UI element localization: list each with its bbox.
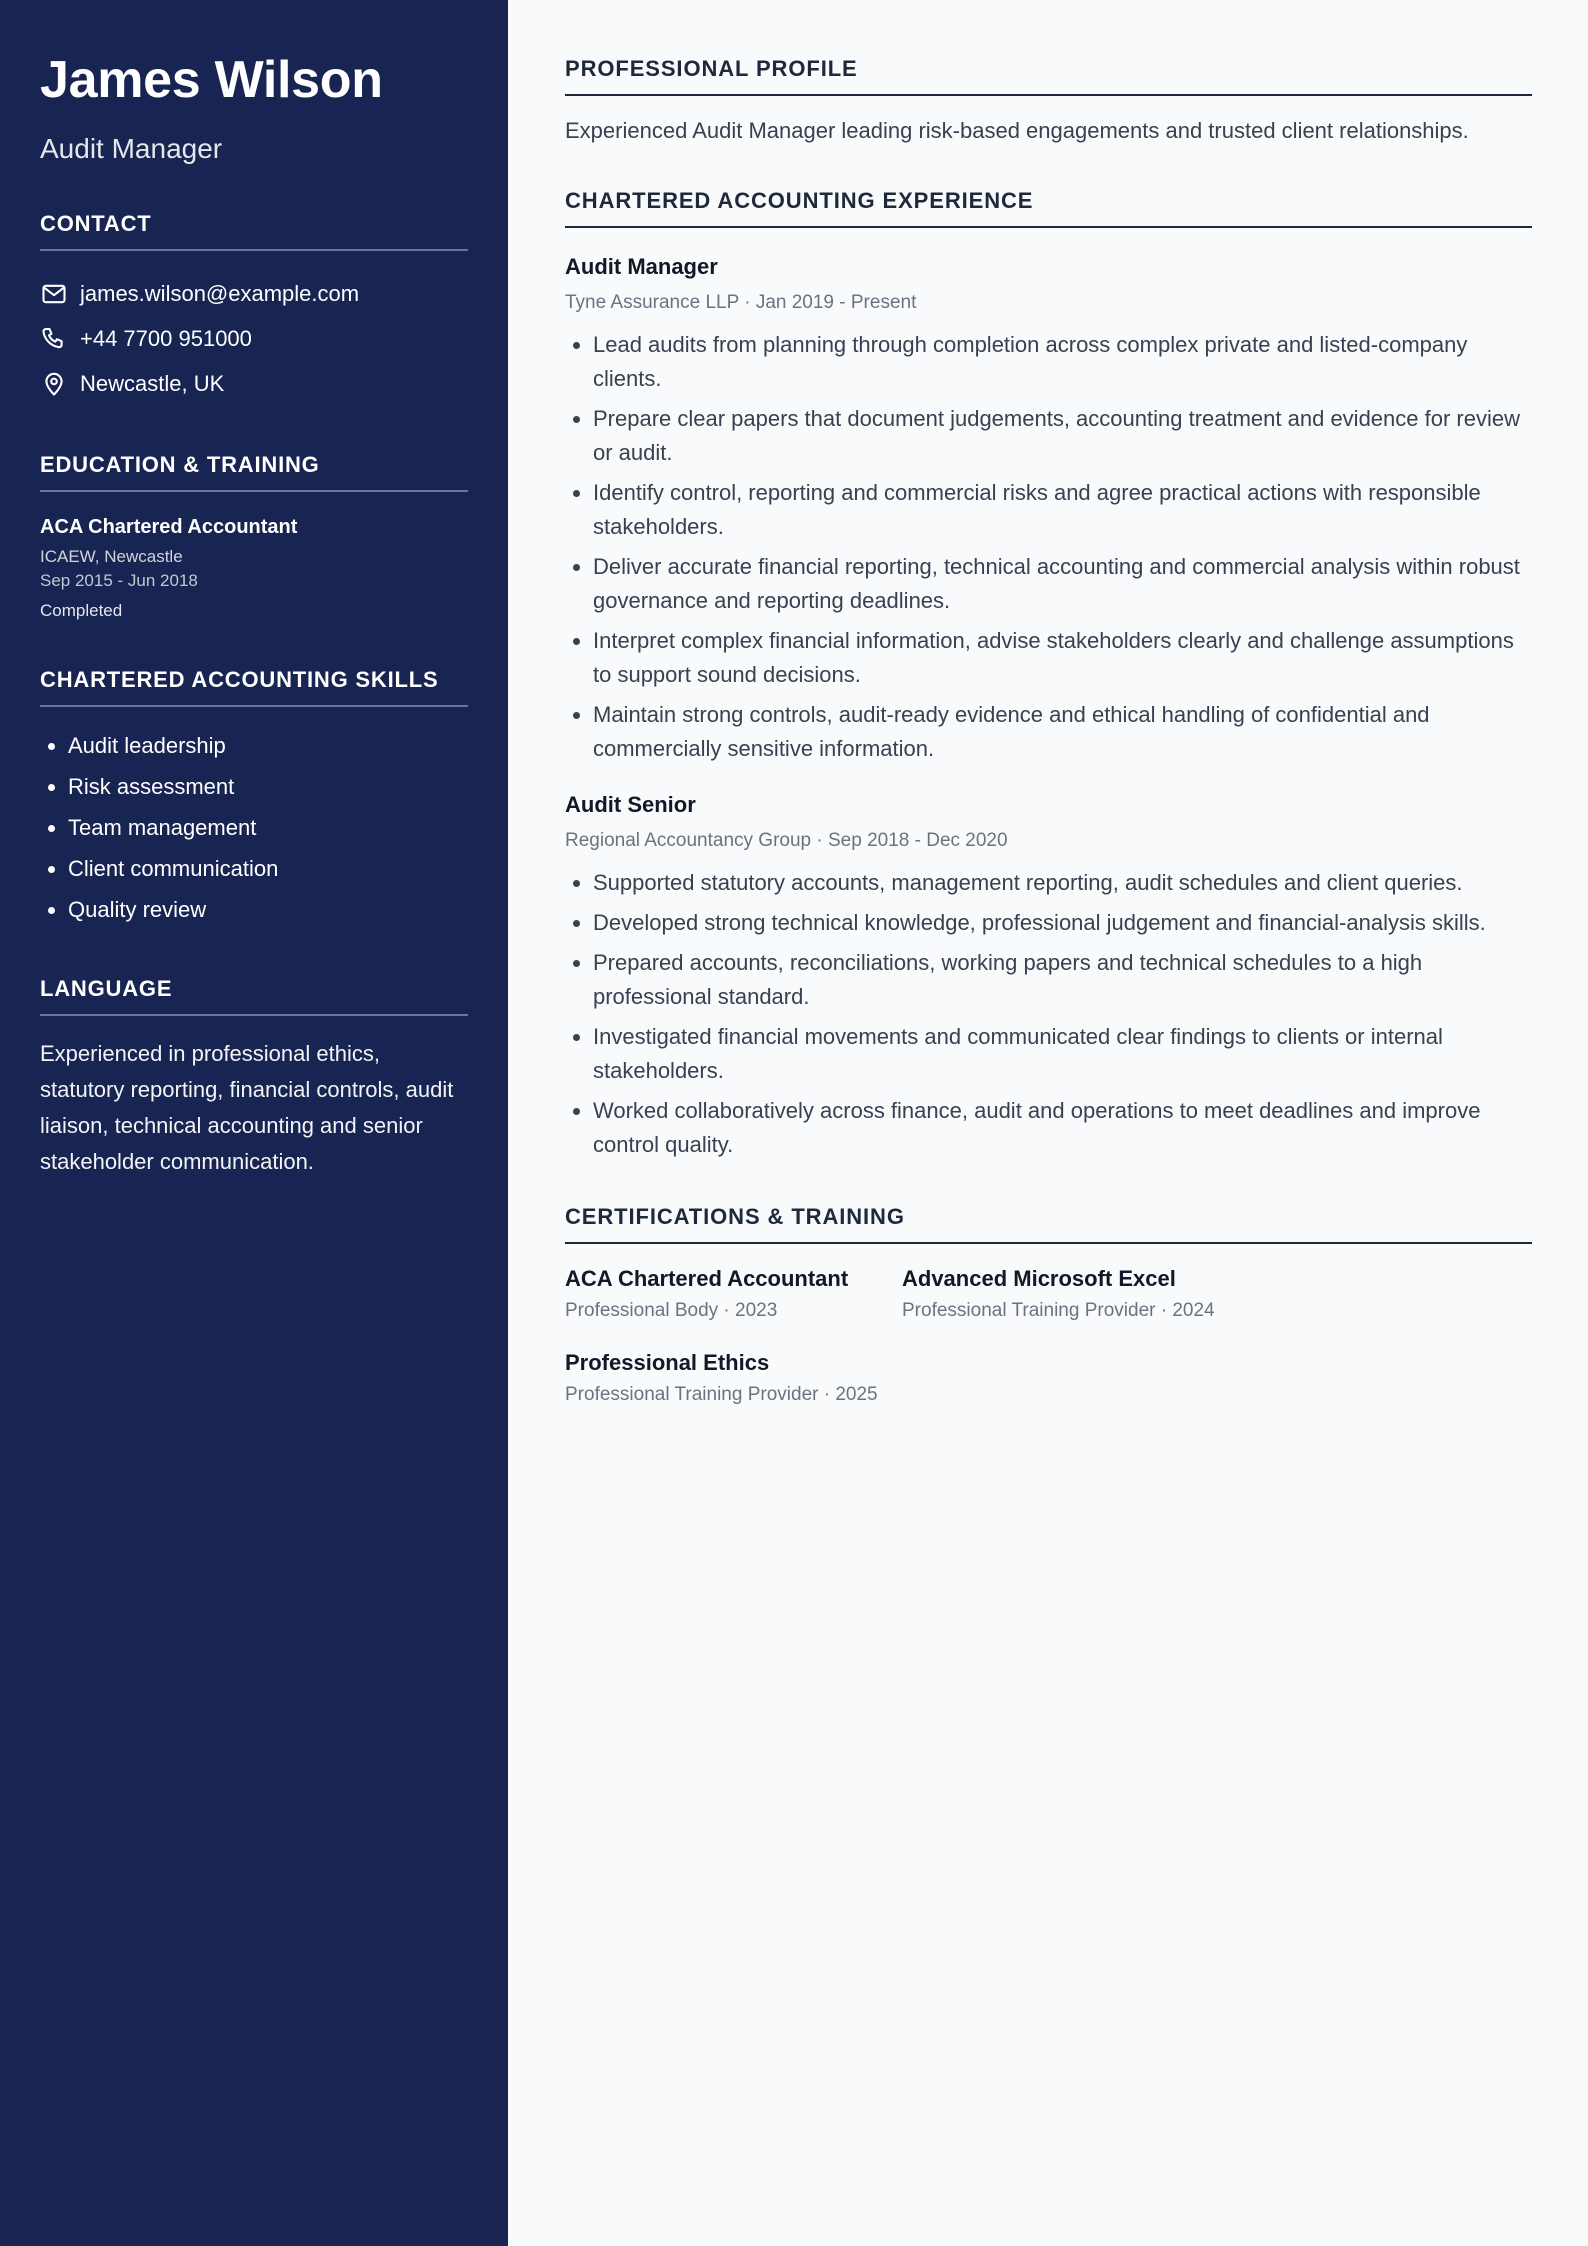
job-bullet: • Prepare clear papers that document judgements, accounting treatment and evidence for review or audit. bbox=[593, 402, 1532, 470]
education-dates: Sep 2015 - Jun 2018 bbox=[40, 571, 198, 591]
job-bullet: • Lead audits from planning through completion across complex private and listed-company clients. bbox=[593, 328, 1532, 396]
skill-item: • Risk assessment bbox=[68, 766, 468, 807]
job-bullet: • Developed strong technical knowledge, professional judgement and financial-analysis skills. bbox=[593, 906, 1532, 940]
experience-section bbox=[565, 188, 1532, 1162]
job-entry bbox=[565, 792, 1532, 1162]
language-section bbox=[40, 976, 468, 1180]
job-role: Audit Manager bbox=[565, 254, 718, 279]
certification-meta: Professional Training Provider · 2025 bbox=[565, 1384, 878, 1405]
skills-heading: CHARTERED ACCOUNTING SKILLS bbox=[40, 667, 468, 707]
contact-section bbox=[40, 211, 468, 406]
contact-email-text: james.wilson@example.com bbox=[80, 280, 360, 306]
contact-phone-text: +44 7700 951000 bbox=[80, 325, 252, 351]
job-bullet: • Maintain strong controls, audit-ready evidence and ethical handling of confidential and commercially sensitive information. bbox=[593, 698, 1532, 766]
skill-item: • Audit leadership bbox=[68, 725, 468, 766]
job-bullet: • Worked collaboratively across finance, audit and operations to meet deadlines and improve control quality. bbox=[593, 1094, 1532, 1162]
job-bullet: • Deliver accurate financial reporting, technical accounting and commercial analysis within robust governance and reporting deadlines. bbox=[593, 550, 1532, 618]
job-role: Audit Senior bbox=[565, 792, 696, 817]
certification-item bbox=[902, 1266, 1239, 1322]
education-heading: EDUCATION & TRAINING bbox=[40, 452, 468, 492]
education-section bbox=[40, 452, 468, 621]
skills-list bbox=[40, 725, 468, 930]
job-bullet: • Investigated financial movements and communicated clear findings to clients or internal stakeholders. bbox=[593, 1020, 1532, 1088]
job-entry bbox=[565, 254, 1532, 766]
education-status: Completed bbox=[40, 601, 123, 621]
contact-location-text: Newcastle, UK bbox=[80, 370, 225, 396]
contact-email[interactable] bbox=[40, 271, 468, 316]
job-bullets bbox=[565, 328, 1532, 766]
certification-name: ACA Chartered Accountant bbox=[565, 1266, 849, 1291]
education-institution: ICAEW, Newcastle bbox=[40, 547, 183, 567]
profile-section bbox=[565, 56, 1532, 146]
main-content bbox=[508, 0, 1588, 2246]
job-bullet: • Prepared accounts, reconciliations, working papers and technical schedules to a high professional standard. bbox=[593, 946, 1532, 1014]
certification-meta: Professional Training Provider · 2024 bbox=[902, 1300, 1215, 1321]
job-bullet: • Supported statutory accounts, management reporting, audit schedules and client queries. bbox=[593, 866, 1532, 900]
candidate-name: James Wilson bbox=[40, 51, 383, 109]
profile-text: Experienced Audit Manager leading risk-based engagements and trusted client relationships. bbox=[565, 118, 1469, 143]
skill-item: • Quality review bbox=[68, 889, 468, 930]
phone-icon bbox=[40, 325, 68, 353]
skill-item: • Client communication bbox=[68, 848, 468, 889]
certification-meta: Professional Body · 2023 bbox=[565, 1300, 778, 1321]
job-bullets bbox=[565, 866, 1532, 1162]
map-pin-icon bbox=[40, 370, 68, 398]
certification-name: Advanced Microsoft Excel bbox=[902, 1266, 1176, 1291]
certifications-section bbox=[565, 1204, 1532, 1434]
contact-phone[interactable] bbox=[40, 316, 468, 361]
education-title: ACA Chartered Accountant bbox=[40, 516, 298, 539]
job-bullet: • Interpret complex financial information, advise stakeholders clearly and challenge assumptions to support sound decisions. bbox=[593, 624, 1532, 692]
job-meta: Tyne Assurance LLP · Jan 2019 - Present bbox=[565, 292, 917, 313]
envelope-icon bbox=[40, 280, 68, 308]
certifications-heading: CERTIFICATIONS & TRAINING bbox=[565, 1204, 1532, 1244]
job-bullet: • Identify control, reporting and commercial risks and agree practical actions with responsible stakeholders. bbox=[593, 476, 1532, 544]
job-meta: Regional Accountancy Group · Sep 2018 - Dec 2020 bbox=[565, 830, 1008, 851]
language-heading: LANGUAGE bbox=[40, 976, 468, 1016]
language-text: Experienced in professional ethics, statutory reporting, financial controls, audit liaison, technical accounting and senior stakeholder communication. bbox=[40, 1041, 454, 1175]
sidebar bbox=[0, 0, 508, 2246]
profile-heading: PROFESSIONAL PROFILE bbox=[565, 56, 1532, 96]
certification-item bbox=[565, 1266, 902, 1322]
certification-name: Professional Ethics bbox=[565, 1350, 770, 1375]
contact-heading: CONTACT bbox=[40, 211, 468, 251]
candidate-title: Audit Manager bbox=[40, 133, 223, 165]
experience-heading: CHARTERED ACCOUNTING EXPERIENCE bbox=[565, 188, 1532, 228]
skills-section bbox=[40, 667, 468, 930]
certifications-grid bbox=[565, 1266, 1532, 1434]
contact-list bbox=[40, 271, 468, 406]
contact-location bbox=[40, 361, 468, 406]
skill-item: • Team management bbox=[68, 807, 468, 848]
certification-item bbox=[565, 1350, 902, 1406]
